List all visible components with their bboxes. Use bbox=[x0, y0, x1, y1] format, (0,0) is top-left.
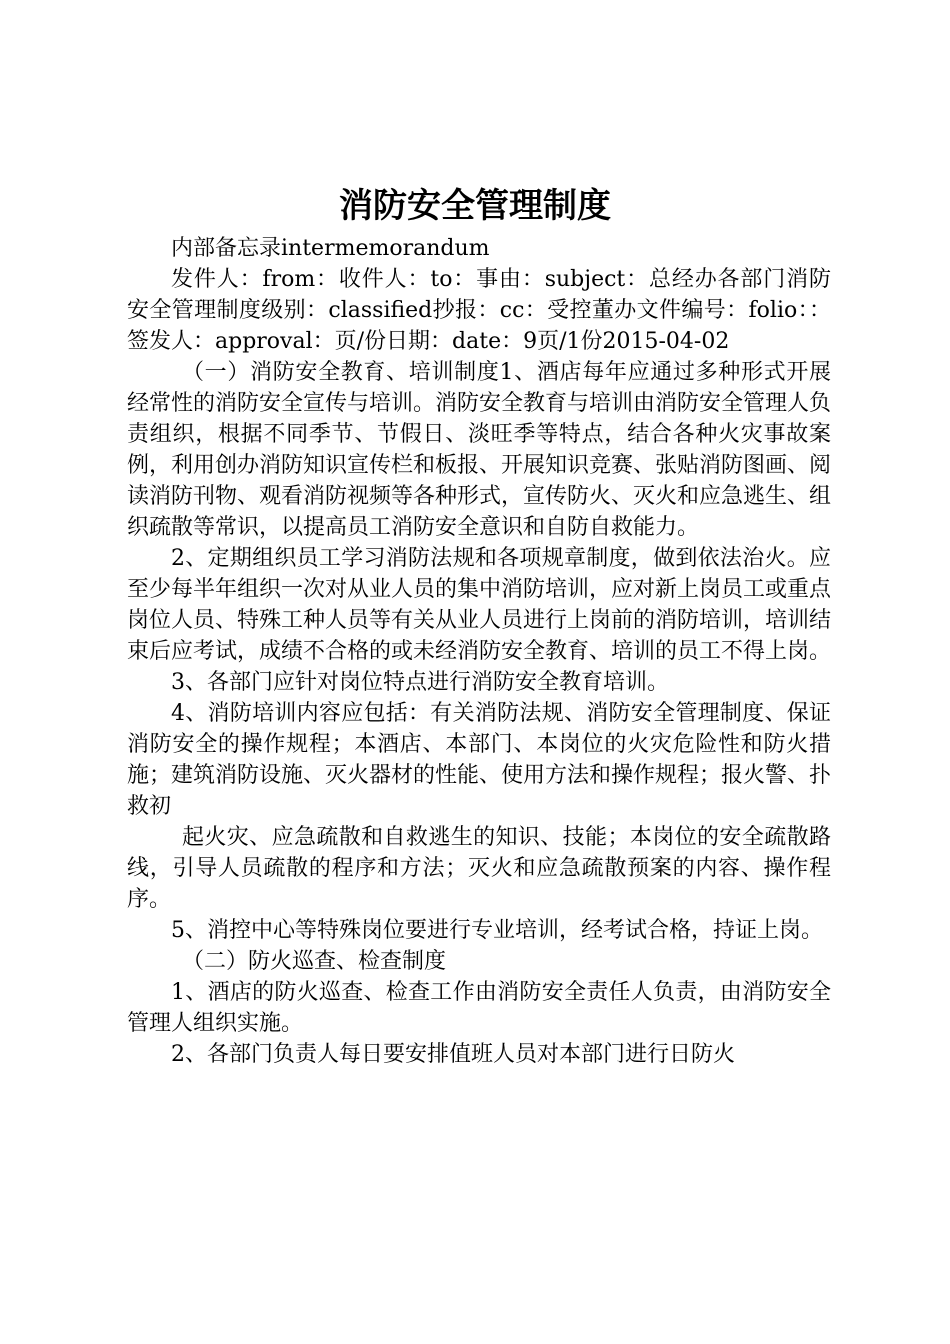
item-4-continued-paragraph: 起火灾、应急疏散和自救逃生的知识、技能；本岗位的安全疏散路线，引导人员疏散的程序和方法；灭火和应急疏散预案的内容、操作程序。 bbox=[127, 825, 831, 912]
memo-header: 内部备忘录intermemorandum bbox=[171, 236, 490, 261]
section-2-item-2-paragraph: 2、各部门负责人每日要安排值班人员对本部门进行日防火 bbox=[171, 1042, 735, 1067]
item-2-paragraph: 2、定期组织员工学习消防法规和各项规章制度，做到依法治火。应至少每半年组织一次对从业人员的集中消防培训，应对新上岗员工或重点岗位人员、特殊工种人员等有关从业人员进行上岗前的消防培训，培训结束后应考试，成绩不合格的或未经消防安全教育、培训的员工不得上岗。 bbox=[127, 546, 832, 664]
item-3-paragraph: 3、各部门应针对岗位特点进行消防安全教育培训。 bbox=[171, 670, 669, 695]
document-title: 消防安全管理制度 bbox=[339, 186, 611, 226]
document-body bbox=[127, 233, 831, 1070]
section-2-item-1-paragraph: 1、酒店的防火巡查、检查工作由消防安全责任人负责，由消防安全管理人组织实施。 bbox=[127, 980, 831, 1036]
section-2-heading: （二）防火巡查、检查制度 bbox=[182, 949, 447, 974]
item-4-paragraph: 4、消防培训内容应包括：有关消防法规、消防安全管理制度、保证消防安全的操作规程；本酒店、本部门、本岗位的火灾危险性和防火措施；建筑消防设施、灭火器材的性能、使用方法和操作规程；报火警、扑救初 bbox=[127, 701, 832, 819]
memo-meta: 发件人：from：收件人：to：事由：subject：总经办各部门消防安全管理制度级别：classified抄报：cc：受控董办文件编号：folio：：签发人：approval：页/份日期：date：9页/1份2015-04-02 bbox=[127, 267, 831, 354]
item-5-paragraph: 5、消控中心等特殊岗位要进行专业培训，经考试合格，持证上岗。 bbox=[171, 918, 823, 943]
section-1-paragraph: （一）消防安全教育、培训制度1、酒店每年应通过多种形式开展经常性的消防安全宣传与培训。消防安全教育与培训由消防安全管理人负责组织，根据不同季节、节假日、淡旺季等特点，结合各种火灾事故案例，利用创办消防知识宣传栏和板报、开展知识竞赛、张贴消防图画、阅读消防刊物、观看消防视频等各种形式，宣传防火、灭火和应急逃生、组织疏散等常识，以提高员工消防安全意识和自防自救能力。 bbox=[127, 360, 832, 540]
